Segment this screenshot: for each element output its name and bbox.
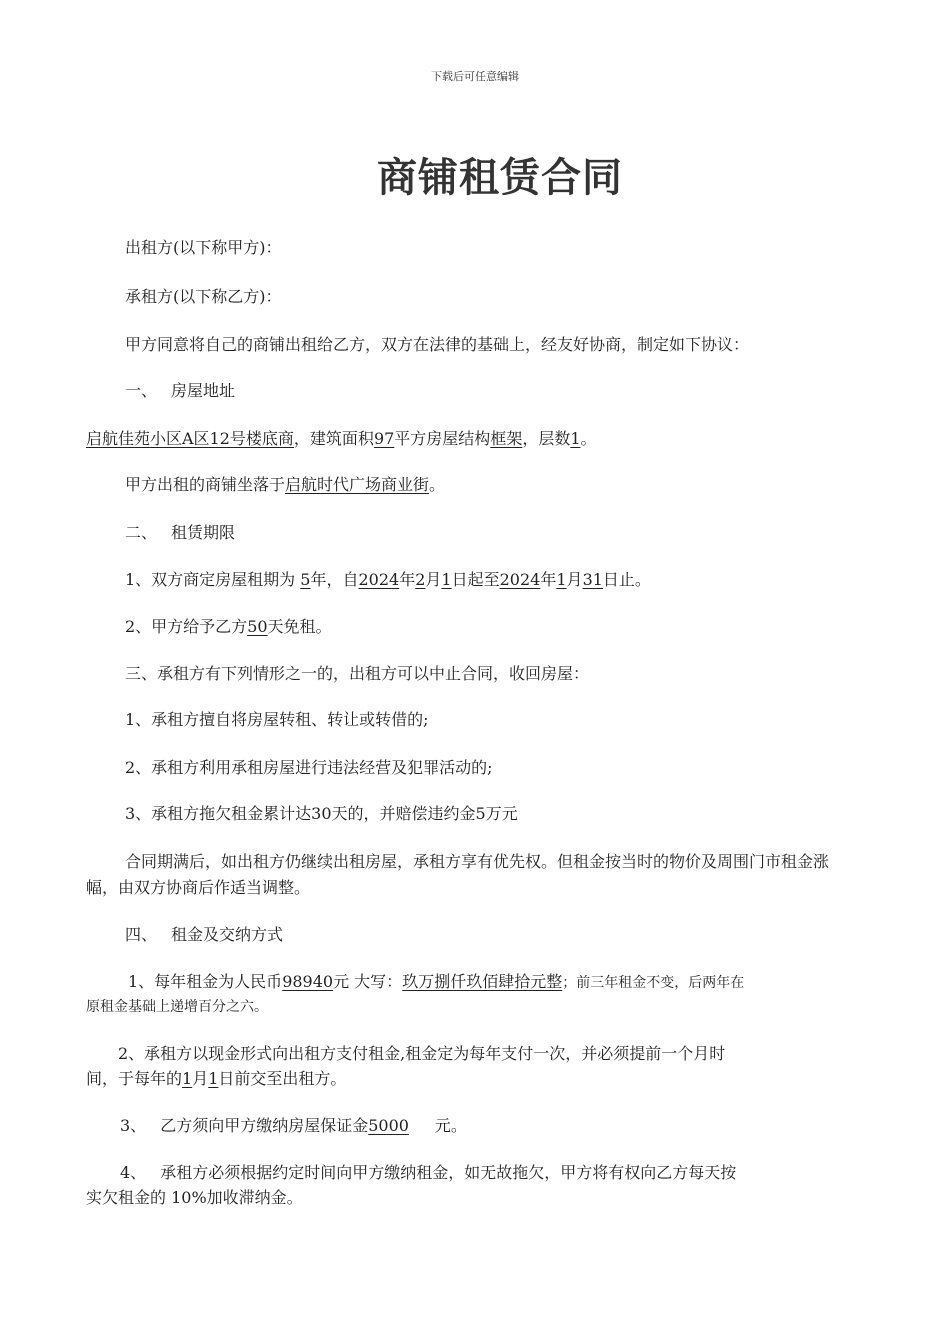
address-line <box>86 426 866 452</box>
deposit-text-a: 乙方须向甲方缴纳房屋保证金 <box>160 1116 369 1135</box>
term-text-a: 1、双方商定房屋租期为 <box>125 570 296 589</box>
payment-text-d: 日前交至出租方。 <box>218 1069 347 1088</box>
free-rent-line <box>125 614 870 640</box>
free-rent-text-a: 2、甲方给予乙方 <box>125 617 248 636</box>
term-text-f: 年 <box>540 570 557 589</box>
deposit-text-b: 元。 <box>434 1116 467 1135</box>
section-4-number: 四、 <box>125 925 158 944</box>
section-4-title: 租金及交纳方式 <box>171 925 284 944</box>
late-fee-text-a: 承租方必须根据约定时间向甲方缴纳租金，如无故拖欠，甲方将有权向乙方每天按 <box>160 1163 737 1182</box>
term-text-g: 月 <box>566 570 583 589</box>
deposit-number: 3、 <box>120 1116 147 1135</box>
term-years: 5 <box>300 570 311 589</box>
area-value: 97 <box>373 429 395 448</box>
structure-value: 框架 <box>490 429 523 448</box>
rent-amount-words: 玖万捌仟玖佰肆拾元整 <box>402 972 563 991</box>
section-4-heading <box>125 922 870 948</box>
term-text-c: 年 <box>399 570 416 589</box>
payment-text-c: 月 <box>192 1069 209 1088</box>
rent-text-a: 1、每年租金为人民币 <box>128 972 283 991</box>
section-2-heading <box>125 520 870 546</box>
payment-text-b: 间，于每年的 <box>86 1069 183 1088</box>
structure-label: 平方房屋结构 <box>394 429 491 448</box>
rent-text-b: 元 大写： <box>333 972 403 991</box>
term-text-b: 年，自 <box>310 570 359 589</box>
lease-term-line <box>125 567 870 593</box>
location-label: 甲方出租的商铺坐落于 <box>125 475 286 494</box>
late-fee-number: 4、 <box>120 1163 147 1182</box>
payment-month: 1 <box>182 1069 193 1088</box>
payment-line-2 <box>86 1066 866 1092</box>
term-text-h: 日止。 <box>602 570 651 589</box>
rent-amount: 98940 <box>282 972 334 991</box>
section-1-heading <box>125 378 870 404</box>
rent-line-1 <box>128 969 908 996</box>
section-2-number: 二、 <box>125 523 158 542</box>
lessor-line: 出租方(以下称甲方)： <box>125 238 282 257</box>
free-rent-text-b: 天免租。 <box>267 617 332 636</box>
late-fee-line-2: 实欠租金的 10%加收滞纳金。 <box>86 1188 303 1207</box>
rent-text-c: ；前三年租金不变，后两年在 <box>562 975 745 991</box>
start-month: 2 <box>415 570 426 589</box>
document-title: 商铺租赁合同 <box>377 155 623 201</box>
rent-line-2: 原租金基础上递增百分之六。 <box>86 999 268 1015</box>
floors-label: ，层数 <box>522 429 571 448</box>
section-1-number: 一、 <box>125 381 158 400</box>
payment-day: 1 <box>208 1069 219 1088</box>
termination-item-1: 1、承租方擅自将房屋转租、转让或转借的; <box>125 710 429 729</box>
late-fee-line-1 <box>120 1160 900 1186</box>
end-day: 31 <box>582 570 603 589</box>
free-rent-days: 50 <box>247 617 268 636</box>
lessee-line: 承租方(以下称乙方)： <box>125 287 282 306</box>
location-end: 。 <box>429 475 446 494</box>
start-day: 1 <box>441 570 452 589</box>
termination-item-2: 2、承租方利用承租房屋进行违法经营及犯罪活动的; <box>125 758 493 777</box>
header-note: 下载后可任意编辑 <box>431 70 519 83</box>
floors-value: 1 <box>570 429 581 448</box>
termination-item-3: 3、承租方拖欠租金累计达30天的，并赔偿违约金5万元 <box>125 804 518 823</box>
address-end: 。 <box>580 429 597 448</box>
term-text-d: 月 <box>425 570 442 589</box>
start-year: 2024 <box>358 570 400 589</box>
term-text-e: 日起至 <box>451 570 500 589</box>
section-2-title: 租赁期限 <box>171 523 236 542</box>
section-3-heading: 三、承租方有下列情形之一的，出租方可以中止合同，收回房屋： <box>125 664 590 683</box>
intro-paragraph: 甲方同意将自己的商铺出租给乙方，双方在法律的基础上，经友好协商，制定如下协议： <box>125 335 750 354</box>
payment-line-1: 2、承租方以现金形式向出租方支付租金,租金定为每年支付一次，并必须提前一个月时 <box>118 1044 726 1063</box>
section-1-title: 房屋地址 <box>171 381 236 400</box>
location-line <box>125 472 870 498</box>
deposit-line <box>120 1113 900 1139</box>
location-value: 启航时代广场商业街 <box>285 475 430 494</box>
renewal-paragraph: 合同期满后，如出租方仍继续出租房屋，承租方享有优先权。但租金按当时的物价及周围门市租金涨幅，由双方协商后作适当调整。 <box>86 852 830 897</box>
area-label: ，建筑面积 <box>293 429 374 448</box>
end-month: 1 <box>556 570 567 589</box>
end-year: 2024 <box>499 570 541 589</box>
deposit-amount: 5000 <box>368 1116 409 1135</box>
address-value: 启航佳苑小区A区12号楼底商 <box>86 429 294 448</box>
